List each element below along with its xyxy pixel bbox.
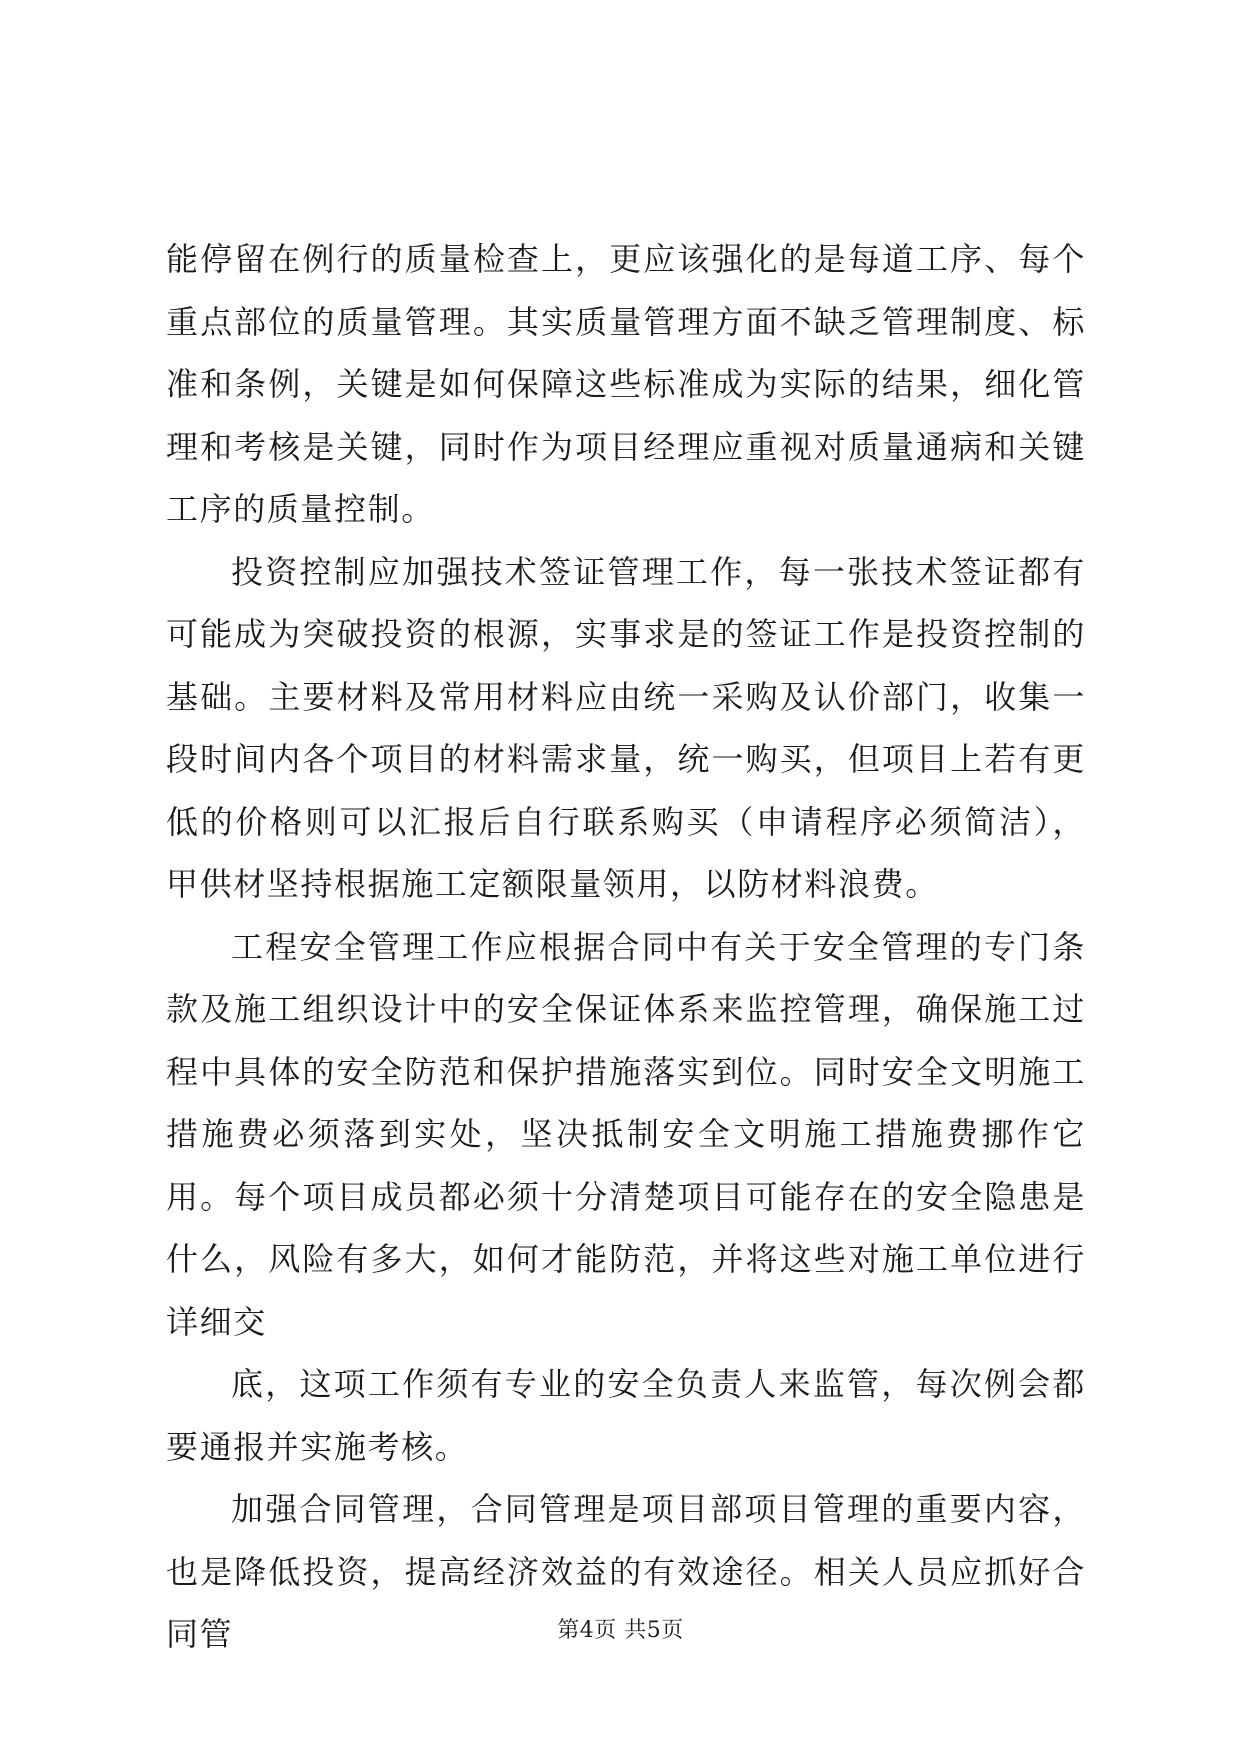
paragraph-safety-management: 工程安全管理工作应根据合同中有关于安全管理的专门条款及施工组织设计中的安全保证体系来监控管理，确保施工过程中具体的安全防范和保护措施落实到位。同时安全文明施工措施费必须落到实处，坚决抵制安全文明施工措施费挪作它用。每个项目成员都必须十分清楚项目可能存在的安全隐患是什么，风险有多大，如何才能防范，并将这些对施工单位进行详细交 — [166, 927, 1086, 1341]
document-body — [166, 228, 1086, 1666]
paragraph-contract-management: 加强合同管理，合同管理是项目部项目管理的重要内容，也是降低投资，提高经济效益的有效途径。相关人员应抓好合同管 — [166, 1490, 1086, 1653]
paragraph-safety-supervision: 底，这项工作须有专业的安全负责人来监管，每次例会都要通报并实施考核。 — [166, 1365, 1086, 1466]
paragraph-quality-control: 能停留在例行的质量检查上，更应该强化的是每道工序、每个重点部位的质量管理。其实质量管理方面不缺乏管理制度、标准和条例，关键是如何保障这些标准成为实际的结果，细化管理和考核是关键，同时作为项目经理应重视对质量通病和关键工序的质量控制。 — [166, 240, 1086, 528]
page-number-footer: 第4页 共5页 — [557, 1618, 684, 1643]
paragraph-investment-control: 投资控制应加强技术签证管理工作，每一张技术签证都有可能成为突破投资的根源，实事求是的签证工作是投资控制的基础。主要材料及常用材料应由统一采购及认价部门，收集一段时间内各个项目的材料需求量，统一购买，但项目上若有更低的价格则可以汇报后自行联系购买（申请程序必须简洁），甲供材坚持根据施工定额限量领用，以防材料浪费。 — [166, 552, 1086, 903]
